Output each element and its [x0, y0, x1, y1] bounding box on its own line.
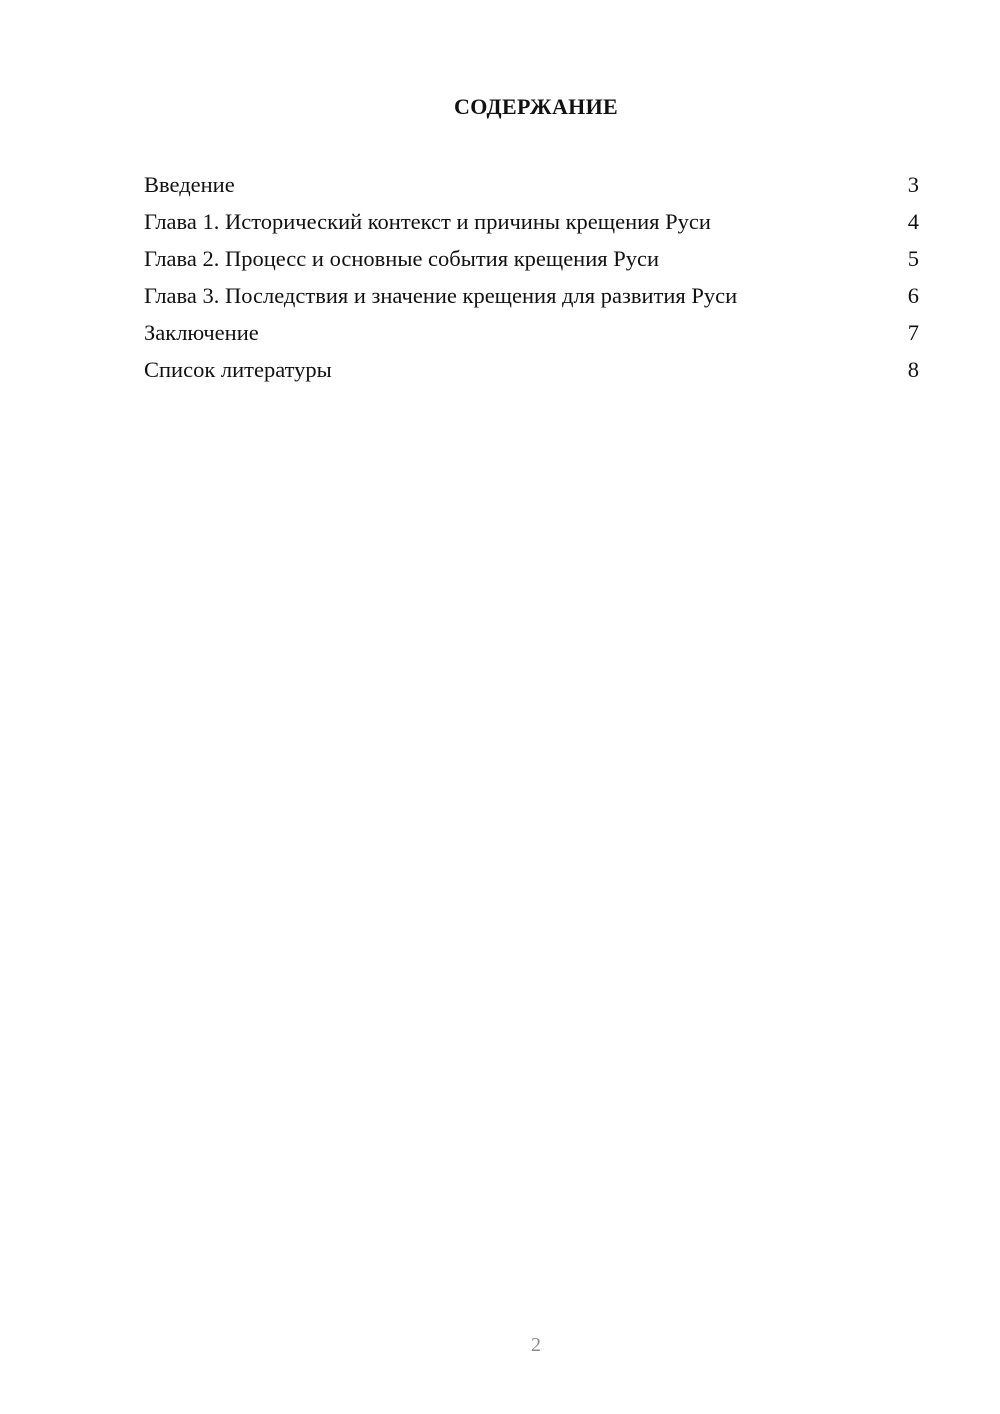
toc-entry-page: 4: [907, 209, 919, 234]
toc-entry-chapter-2[interactable]: [144, 244, 919, 281]
toc-entry-page: 3: [907, 172, 919, 197]
toc-entry-title: Глава 1. Исторический контекст и причины крещения Руси: [144, 209, 711, 234]
toc-entry-page: 6: [907, 283, 919, 308]
toc-entry-title: Заключение: [144, 320, 259, 345]
toc-entry-title: Глава 3. Последствия и значение крещения для развития Руси: [144, 283, 738, 308]
toc-entry-title: Список литературы: [144, 357, 332, 382]
page-number: 2: [531, 1334, 541, 1356]
toc-entry-page: 5: [907, 246, 919, 271]
toc-entry-title: Введение: [144, 172, 235, 197]
toc-entry-page: 8: [907, 357, 919, 382]
toc-entry-chapter-3[interactable]: [144, 281, 919, 318]
toc-entry-title: Глава 2. Процесс и основные события крещения Руси: [144, 246, 660, 271]
toc-entry-page: 7: [907, 320, 919, 345]
toc-entry-chapter-1[interactable]: [144, 207, 919, 244]
toc-entry-conclusion[interactable]: [144, 318, 919, 355]
page-title: СОДЕРЖАНИЕ: [454, 94, 618, 119]
toc-entry-references[interactable]: [144, 355, 919, 392]
table-of-contents: [144, 170, 919, 392]
toc-entry-introduction[interactable]: [144, 170, 919, 207]
